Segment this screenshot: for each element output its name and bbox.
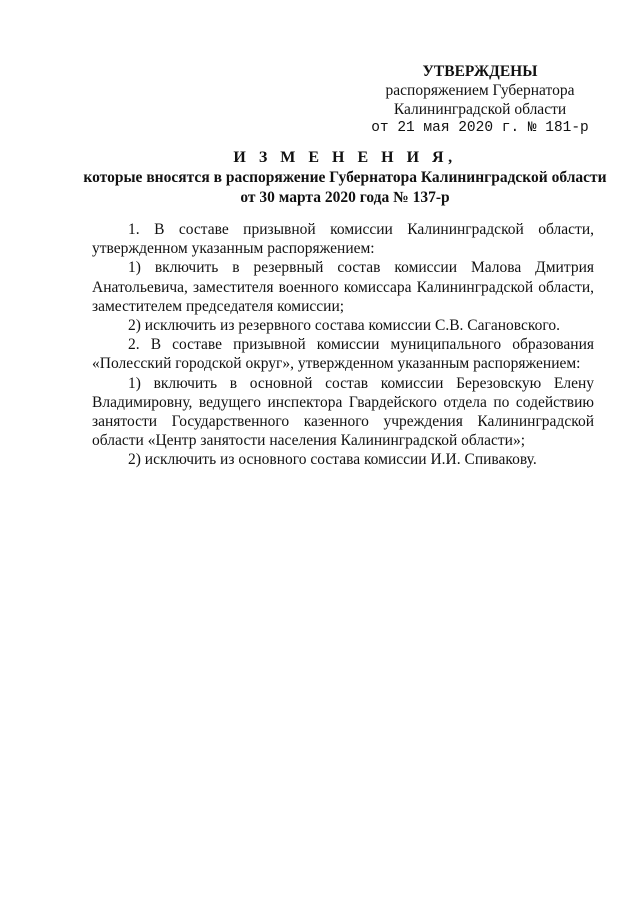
document-heading (80, 148, 610, 208)
paragraph-1-item-2: 2) исключить из резервного состава комиссии С.В. Сагановского. (128, 317, 560, 335)
paragraph-2-item-1: 1) включить в основной состав комиссии Березовскую Елену Владимировну, ведущего инспектора Гвардейского отдела по содействию занятости Государственного казенного учреждения Калининградской области «Центр занятости населения Калининградской области»; (92, 374, 594, 450)
approval-block (360, 62, 600, 138)
approval-date: от 21 мая 2020 г. № 181-р (371, 120, 589, 136)
document-title: И З М Е Н Е Н И Я, (233, 149, 457, 166)
approval-line-1: распоряжением Губернатора (385, 82, 575, 99)
paragraph-2: 2. В составе призывной комиссии муниципального образования «Полесский городской округ», утвержденном указанным распоряжением: (92, 336, 594, 373)
paragraph-2-item-2: 2) исключить из основного состава комиссии И.И. Спивакову. (128, 451, 537, 469)
paragraph-1: 1. В составе призывной комиссии Калининградской области, утвержденном указанным распоряжением: (92, 221, 594, 258)
approval-line-2: Калининградской области (393, 101, 567, 118)
document-subtitle: которые вносятся в распоряжение Губернатора Калининградской области (83, 169, 607, 186)
paragraph-1-item-1: 1) включить в резервный состав комиссии Малова Дмитрия Анатольевича, заместителя военного комиссара Калининградской области, заместителем председателя комиссии; (92, 259, 594, 315)
document-body (92, 220, 594, 470)
approval-title: УТВЕРЖДЕНЫ (422, 63, 538, 80)
document-subtitle-date: от 30 марта 2020 года № 137-р (240, 189, 450, 206)
